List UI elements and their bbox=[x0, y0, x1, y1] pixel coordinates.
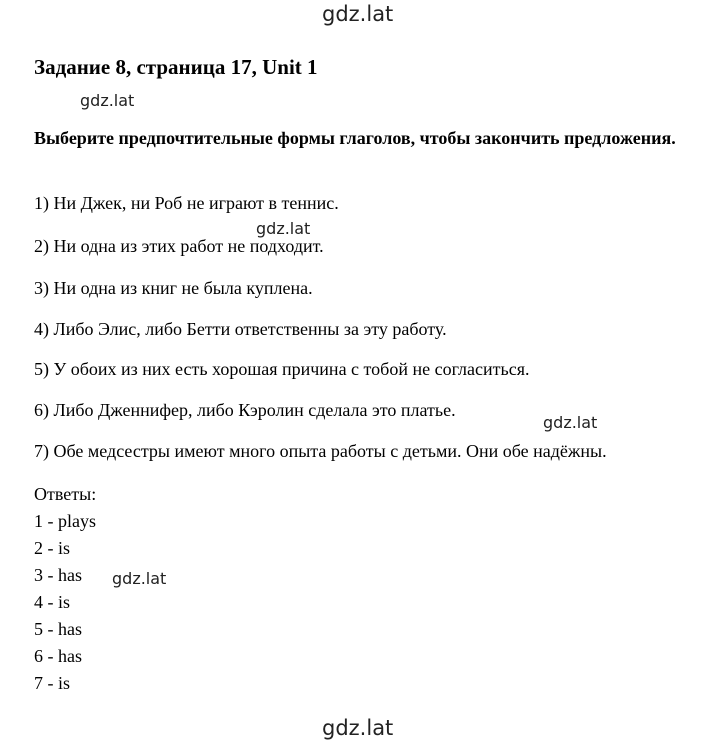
watermark: gdz.lat bbox=[543, 413, 598, 432]
watermark: gdz.lat bbox=[80, 91, 135, 110]
sentence-7: 7) Обе медсестры имеют много опыта работы с детьми. Они обе надёжны. bbox=[34, 441, 607, 461]
answer-1: 1 - plays bbox=[34, 511, 96, 531]
task-instruction: Выберите предпочтительные формы глаголов, чтобы закончить предложения. bbox=[34, 128, 676, 148]
sentence-2: 2) Ни одна из этих работ не подходит. bbox=[34, 236, 324, 256]
answers-heading: Ответы: bbox=[34, 484, 97, 504]
answer-5: 5 - has bbox=[34, 619, 82, 639]
watermark: gdz.lat bbox=[256, 219, 311, 238]
watermark: gdz.lat bbox=[112, 569, 167, 588]
answer-7: 7 - is bbox=[34, 673, 70, 693]
sentence-4: 4) Либо Элис, либо Бетти ответственны за эту работу. bbox=[34, 319, 447, 339]
page-title: Задание 8, страница 17, Unit 1 bbox=[34, 55, 318, 79]
answer-2: 2 - is bbox=[34, 538, 70, 558]
answer-4: 4 - is bbox=[34, 592, 70, 612]
sentence-6: 6) Либо Дженнифер, либо Кэролин сделала это платье. bbox=[34, 400, 456, 420]
sentence-3: 3) Ни одна из книг не была куплена. bbox=[34, 278, 313, 298]
answer-3: 3 - has bbox=[34, 565, 82, 585]
watermark-top: gdz.lat bbox=[322, 2, 394, 26]
sentence-1: 1) Ни Джек, ни Роб не играют в теннис. bbox=[34, 193, 339, 213]
sentence-5: 5) У обоих из них есть хорошая причина с тобой не согласиться. bbox=[34, 359, 530, 379]
watermark-bottom: gdz.lat bbox=[322, 716, 394, 740]
answer-6: 6 - has bbox=[34, 646, 82, 666]
